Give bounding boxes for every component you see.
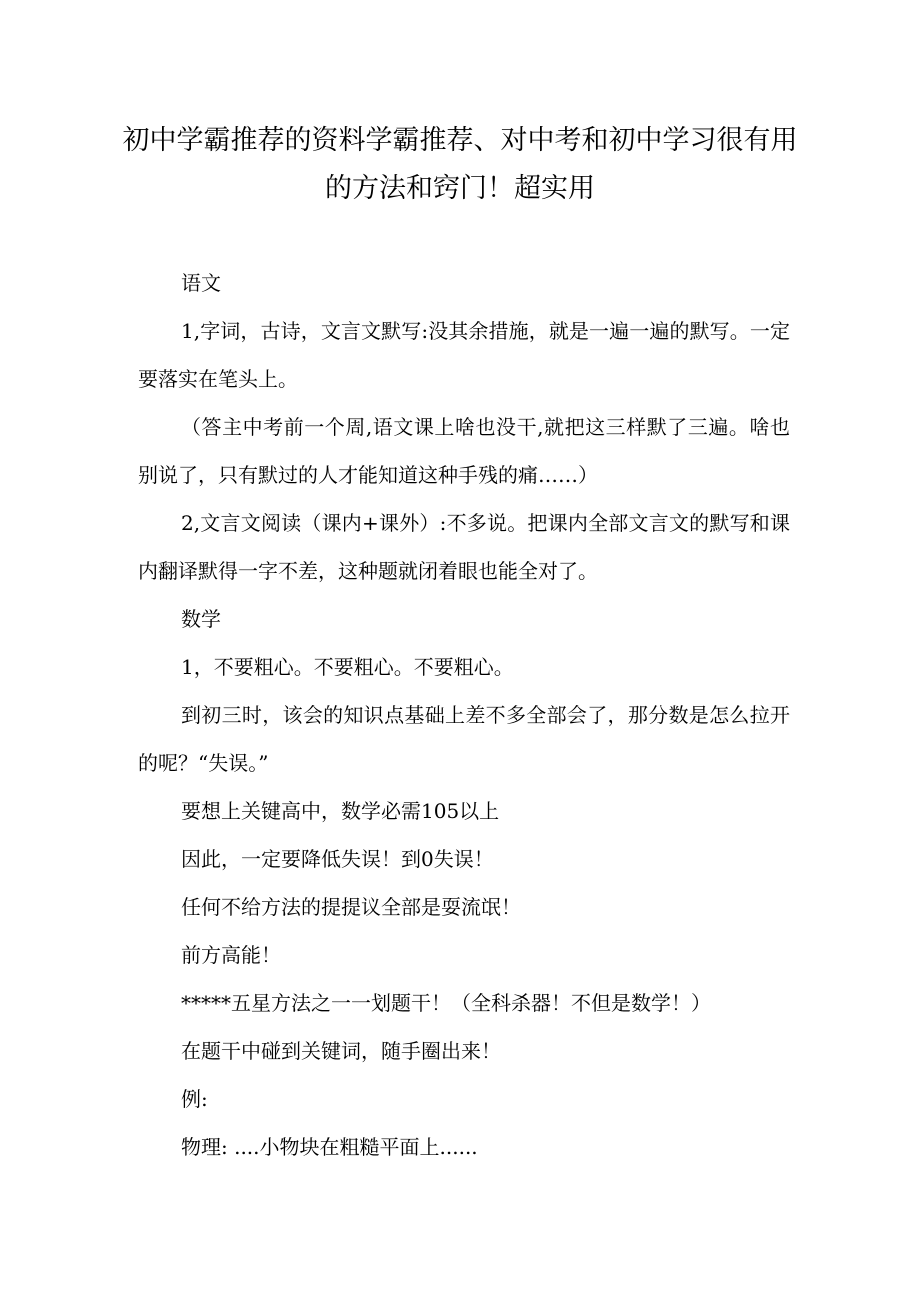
paragraph: 要想上关键高中，数学必需105以上 bbox=[181, 799, 500, 823]
paragraph: 2,文言文阅读（课内+课外）:不多说。把课内全部文言文的默写和课内翻译默得一字不差，这种题就闭着眼也能全对了。 bbox=[138, 511, 790, 583]
paragraph: 前方高能！ bbox=[181, 943, 281, 967]
document-body bbox=[138, 259, 790, 1171]
paragraph: 物理: ....小物块在粗糙平面上...... bbox=[181, 1135, 478, 1159]
paragraph: （答主中考前一个周,语文课上啥也没干,就把这三样默了三遍。啥也别说了，只有默过的人才能知道这种手残的痛……） bbox=[138, 415, 790, 487]
paragraph: 因此，一定要降低失误！到0失误！ bbox=[181, 847, 494, 871]
paragraph: 到初三时，该会的知识点基础上差不多全部会了，那分数是怎么拉开的呢？“失误。” bbox=[138, 703, 790, 775]
paragraph: 任何不给方法的提提议全部是耍流氓！ bbox=[181, 895, 521, 919]
paragraph: *****五星方法之一一划题干！（全科杀器！不但是数学！） bbox=[181, 991, 711, 1015]
paragraph: 例: bbox=[181, 1087, 208, 1111]
paragraph: 1,字词，古诗，文言文默写:没其余措施，就是一遍一遍的默写。一定要落实在笔头上。 bbox=[138, 319, 790, 391]
paragraph: 在题干中碰到关键词，随手圈出来！ bbox=[181, 1039, 501, 1063]
document-title: 初中学霸推荐的资料学霸推荐、对中考和初中学习很有用的方法和窍门！超实用 bbox=[122, 125, 798, 204]
section-heading-math: 数学 bbox=[181, 607, 221, 631]
paragraph: 1，不要粗心。不要粗心。不要粗心。 bbox=[181, 655, 514, 679]
section-heading-chinese: 语文 bbox=[181, 271, 221, 295]
